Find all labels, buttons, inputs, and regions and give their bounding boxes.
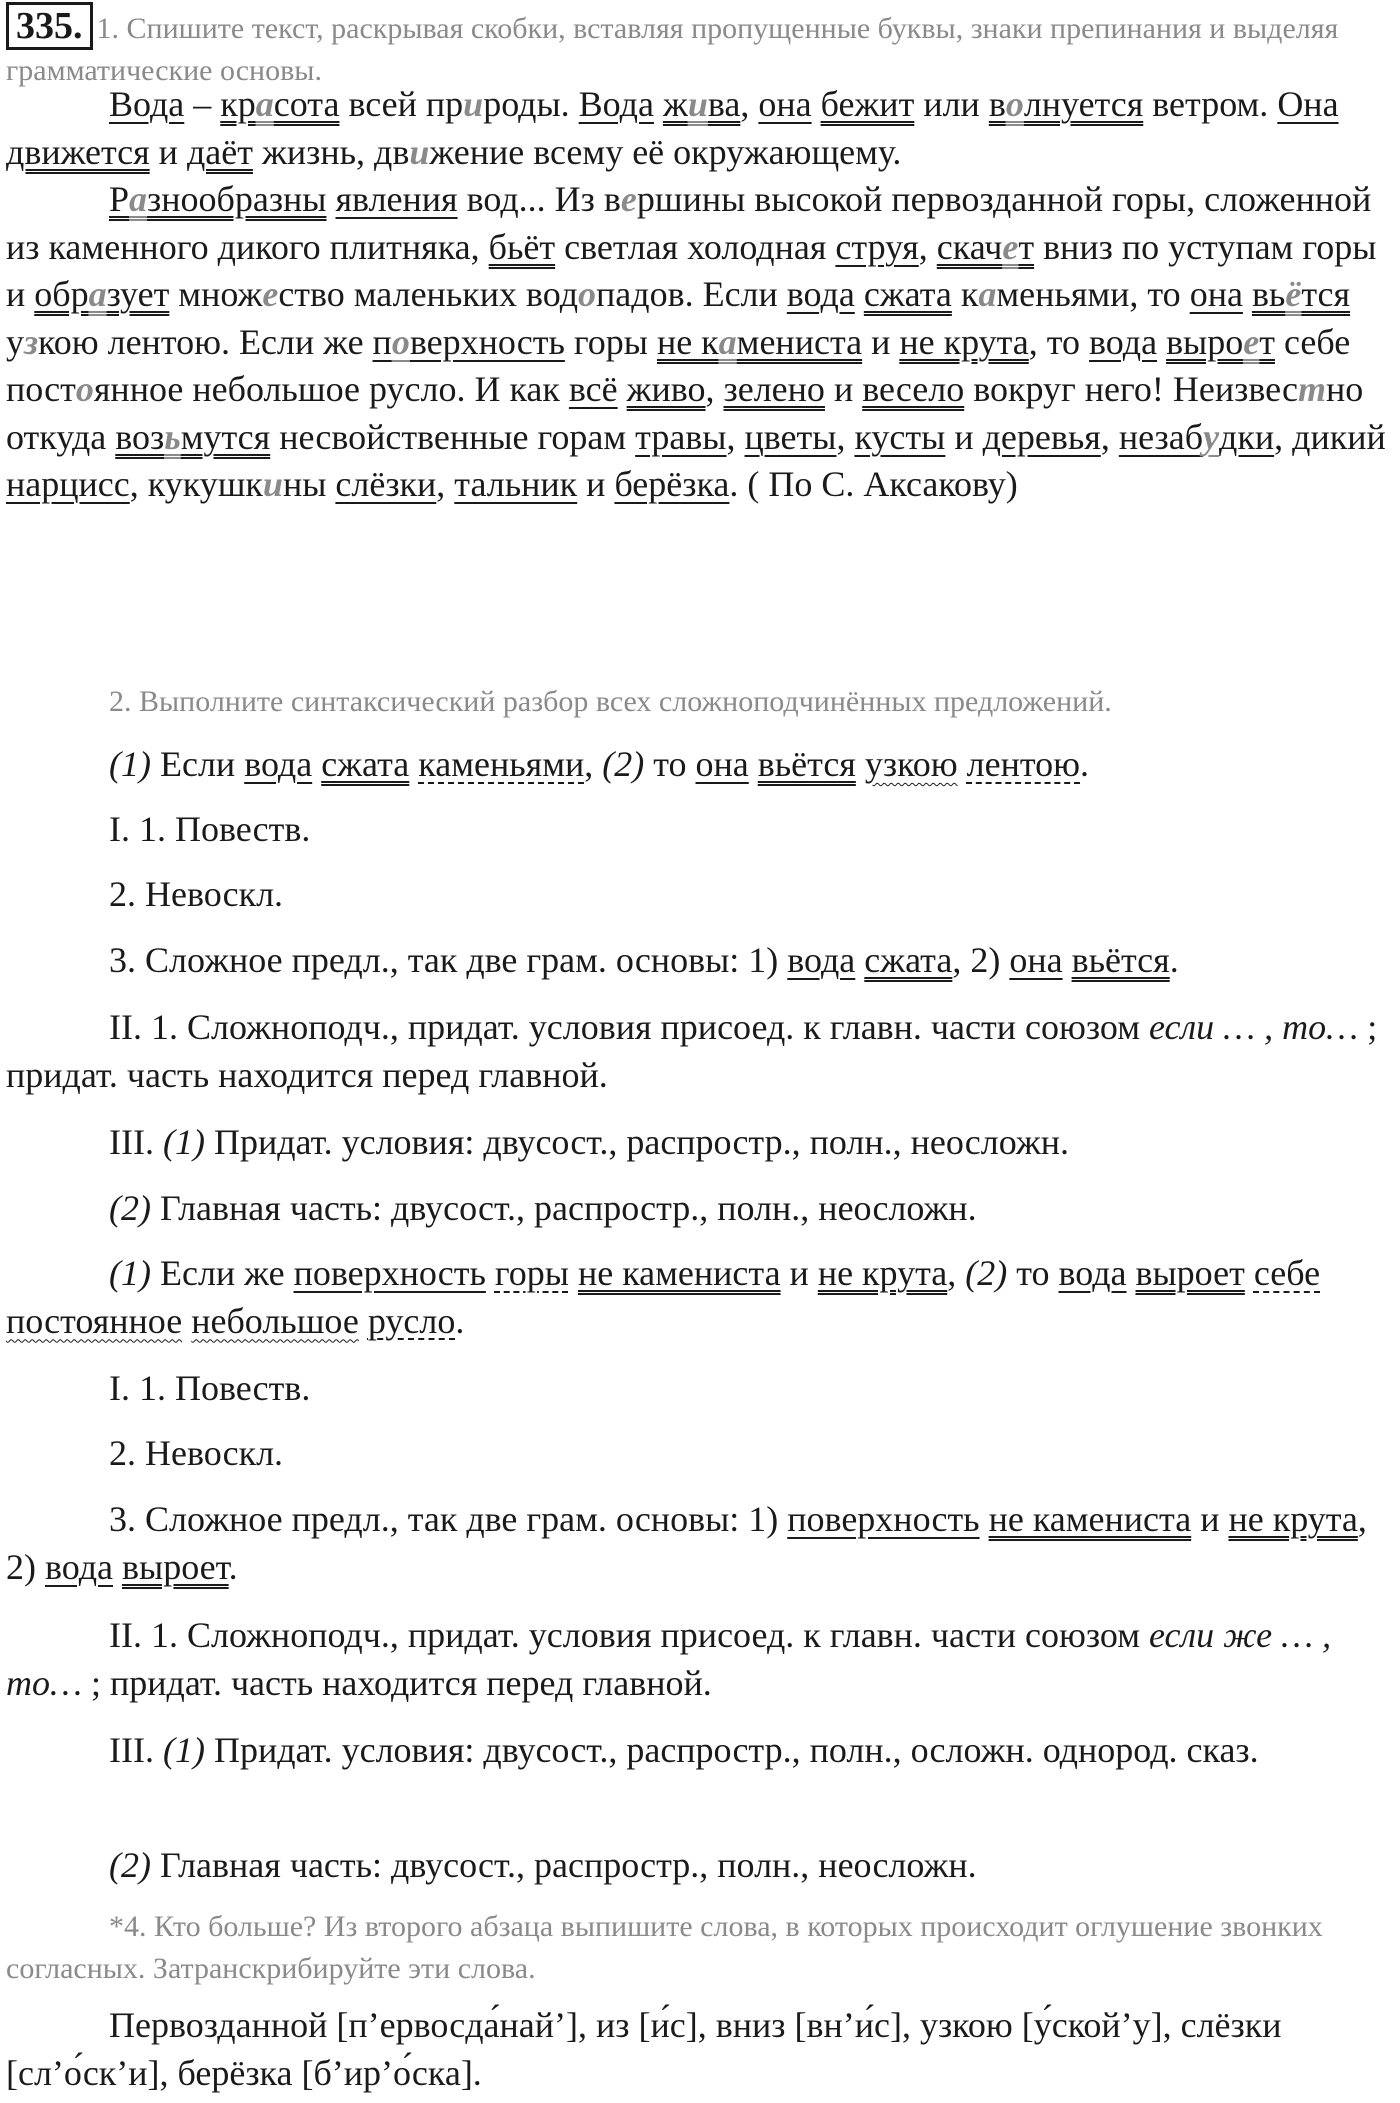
- text-run: п: [372, 321, 392, 362]
- text-run: о: [391, 321, 410, 362]
- text-run: у: [1203, 416, 1220, 457]
- text-run: Придат. условия: двусост., распростр., полн., неосложн.: [204, 1122, 1069, 1162]
- text-run: если … , то…: [1148, 1007, 1359, 1047]
- text-run: постоянное: [6, 1300, 183, 1341]
- text-run: [1157, 322, 1166, 362]
- text-run: а: [255, 84, 274, 124]
- text-run: верхность: [409, 321, 565, 362]
- text-run: т: [1259, 321, 1275, 362]
- text-run: 2. Невоскл.: [109, 1433, 284, 1473]
- text-run: и: [687, 84, 708, 124]
- text-run: [327, 179, 336, 219]
- text-run: вода: [1089, 321, 1158, 362]
- text-run: III.: [109, 1730, 163, 1770]
- text-run: [1063, 940, 1072, 980]
- paragraph-1: [6, 81, 1394, 176]
- text-run: тальник: [454, 464, 578, 504]
- text-run: себе пост: [6, 321, 1351, 409]
- text-run: ; придат. часть находится перед главной.: [6, 1007, 1378, 1095]
- sentence-1: [6, 741, 1394, 789]
- analysis-2-line-2: [6, 1430, 1394, 1478]
- analysis-2-line-4: [6, 1612, 1394, 1707]
- text-run: или: [914, 84, 989, 124]
- text-run: светлая холодная: [555, 226, 836, 267]
- text-run: о: [75, 369, 94, 409]
- text-run: т: [1018, 226, 1035, 267]
- text-run: [182, 1301, 191, 1341]
- text-run: бьёт: [488, 226, 556, 267]
- text-run: и: [780, 1253, 818, 1293]
- text-run: Р: [109, 179, 130, 219]
- text-run: [1245, 1253, 1254, 1293]
- text-run: у: [6, 321, 24, 362]
- text-run: мутся: [180, 416, 271, 457]
- text-run: ветром.: [1143, 84, 1278, 124]
- text-run: [486, 1253, 495, 1293]
- text-run: а: [978, 274, 997, 314]
- text-run: она: [1009, 940, 1063, 980]
- text-run: Главная часть: двусост., распростр., полн., неосложн.: [150, 1845, 977, 1885]
- text-run: [113, 1547, 122, 1587]
- text-run: (2): [965, 1253, 1008, 1293]
- text-run: не крута: [1228, 1499, 1358, 1539]
- text-run: и: [262, 464, 283, 504]
- text-run: и: [409, 131, 430, 172]
- text-run: (1): [162, 1122, 205, 1162]
- text-run: а: [718, 321, 737, 362]
- text-run: горы: [564, 321, 657, 362]
- text-run: меньями, то: [996, 274, 1190, 314]
- text-run: Вода: [578, 84, 654, 124]
- text-run: она: [1189, 274, 1243, 314]
- text-run: .: [455, 1300, 465, 1341]
- text-run: (1): [109, 1253, 151, 1293]
- text-run: слёзки: [335, 464, 437, 504]
- text-run: берёзка: [614, 464, 730, 504]
- analysis-2-line-3: [6, 1496, 1394, 1591]
- text-run: живо: [626, 369, 706, 409]
- analysis-1-line-6: [6, 1185, 1394, 1233]
- text-run: вода: [787, 940, 856, 980]
- text-run: всей пр: [339, 84, 464, 124]
- text-run: ,: [726, 416, 745, 457]
- text-run: I. 1. Повеств.: [109, 809, 311, 849]
- text-run: вода: [1058, 1253, 1127, 1293]
- text-run: лнуется: [1023, 84, 1144, 124]
- text-run: дки: [1219, 416, 1275, 457]
- text-run: цветы: [744, 416, 837, 457]
- text-run: (2): [109, 1188, 151, 1228]
- text-run: [618, 369, 627, 409]
- text-run: травы: [635, 416, 727, 457]
- text-run: 3. Сложное предл., так две грам. основы: 1): [109, 1499, 788, 1539]
- text-run: ,: [436, 464, 455, 504]
- text-run: лентою: [966, 744, 1081, 784]
- text-run: к: [951, 274, 979, 314]
- text-run: [312, 744, 321, 784]
- text-run: выроет: [1135, 1253, 1245, 1293]
- text-run: кою лентою. Если же: [38, 321, 373, 362]
- text-run: а: [129, 179, 148, 219]
- text-run: незаб: [1118, 416, 1204, 457]
- analysis-2-line-6: [6, 1842, 1394, 1890]
- text-run: , то: [1028, 321, 1090, 362]
- text-run: 2. Невоскл.: [109, 874, 284, 914]
- text-run: она: [758, 84, 812, 124]
- text-run: т: [1297, 369, 1326, 409]
- text-run: , 2): [952, 940, 1010, 980]
- text-run: вода: [786, 274, 855, 314]
- text-run: [958, 744, 967, 784]
- text-run: ь: [164, 416, 181, 457]
- text-run: Первозданной [п’ервосда́най’], из [и́с], вниз [вн’и́с], узкою [у́ской’у], слёзки [сл’о́ск’и], берёзка [б’ир’о́ска].: [6, 2005, 1282, 2093]
- text-run: выро: [1166, 321, 1244, 362]
- analysis-1-line-4: [6, 1004, 1394, 1099]
- analysis-1-line-2: [6, 871, 1394, 919]
- text-run: множ: [169, 274, 263, 314]
- text-run: нарцисс: [6, 464, 130, 504]
- analysis-2-line-1: [6, 1365, 1394, 1413]
- text-run: сжата: [863, 274, 952, 314]
- text-run: Вода: [109, 84, 185, 124]
- text-run: не крута: [899, 321, 1029, 362]
- text-run: .: [1080, 744, 1090, 784]
- task-2-instruction: 2. Выполните синтаксический разбор всех сложноподчинённых предложений.: [109, 685, 1112, 718]
- text-run: и: [945, 416, 983, 457]
- text-run: ,: [740, 84, 759, 124]
- text-run: вьётся: [1071, 940, 1170, 980]
- text-run: з: [24, 321, 39, 362]
- text-run: сжата: [321, 744, 410, 784]
- text-run: (2): [109, 1845, 151, 1885]
- text-run: движется: [6, 131, 150, 172]
- text-run: вокруг него! Неизвес: [964, 369, 1298, 409]
- text-run: вод... Из в: [457, 179, 621, 219]
- text-run: и: [149, 131, 187, 172]
- text-run: о: [1005, 84, 1024, 124]
- text-run: Если же: [150, 1253, 294, 1293]
- text-run: небольшое: [191, 1300, 359, 1341]
- text-run: падов. Если: [596, 274, 787, 314]
- task-1-text: 1. Спишите текст, раскрывая скобки, вставляя пропущенные буквы, знаки препинания и выделяя грамматические основы.: [6, 12, 1339, 87]
- text-run: I. 1. Повеств.: [109, 1368, 311, 1408]
- text-run: мениста: [736, 321, 863, 362]
- text-run: в: [988, 84, 1006, 124]
- text-run: зелено: [723, 369, 825, 409]
- text-run: бежит: [820, 84, 915, 124]
- text-run: знообразны: [147, 179, 327, 219]
- text-run: и: [463, 84, 484, 124]
- text-run: роды.: [483, 84, 579, 124]
- task-1-instruction: [6, 2, 1391, 92]
- text-run: деревья: [982, 416, 1101, 457]
- text-run: себе: [1253, 1253, 1321, 1293]
- text-run: ,: [836, 416, 855, 457]
- text-run: , кукушк: [129, 464, 263, 504]
- text-run: то: [1007, 1253, 1059, 1293]
- text-run: зует: [106, 274, 170, 314]
- text-run: е: [262, 274, 279, 314]
- text-run: обр: [34, 274, 89, 314]
- text-run: не камениста: [577, 1253, 781, 1293]
- text-run: Придат. условия: двусост., распростр., полн., осложн. однород. сказ.: [204, 1730, 1259, 1770]
- text-run: не к: [656, 321, 719, 362]
- text-run: .: [228, 1546, 238, 1587]
- text-run: горы: [494, 1253, 569, 1293]
- analysis-1-line-3: [6, 937, 1394, 985]
- text-run: е: [620, 179, 637, 219]
- text-run: ж: [662, 84, 688, 124]
- text-run: –: [184, 84, 221, 124]
- text-run: II. 1. Сложноподч., придат. условия присоед. к главн. части союзом: [109, 1615, 1149, 1655]
- text-run: [980, 1499, 989, 1539]
- text-run: ршины высокой первозданной горы, сложенной из каменного дикого плитняка,: [6, 179, 1372, 267]
- text-run: не камениста: [988, 1499, 1192, 1539]
- text-run: о: [578, 274, 597, 314]
- text-run: и: [862, 321, 900, 362]
- text-run: вниз по уступам горы и: [6, 226, 1377, 314]
- text-run: жение всему её окружающему.: [429, 131, 902, 172]
- text-run: II. 1. Сложноподч., придат. условия присоед. к главн. части союзом: [109, 1007, 1149, 1047]
- text-run: III.: [109, 1122, 163, 1162]
- text-run: ,: [584, 744, 603, 784]
- sentence-2: [6, 1250, 1394, 1345]
- text-run: .: [1169, 940, 1179, 980]
- text-run: не крута: [817, 1253, 948, 1293]
- text-run: янное небольшое русло. И как: [93, 369, 569, 409]
- text-run: ва: [707, 84, 741, 124]
- text-run: ,: [1100, 416, 1119, 457]
- text-run: [654, 84, 663, 124]
- text-run: ,: [705, 369, 724, 409]
- paragraph-2: [6, 176, 1394, 509]
- analysis-1-line-1: [6, 806, 1394, 854]
- text-run: (1): [109, 744, 151, 784]
- text-run: ство маленьких вод: [278, 274, 579, 314]
- text-run: вода: [244, 744, 313, 784]
- text-run: то: [644, 744, 696, 784]
- text-run: и: [577, 464, 615, 504]
- text-run: [855, 940, 864, 980]
- text-run: явления: [335, 179, 458, 219]
- text-run: ; придат. часть находится перед главной.: [82, 1662, 712, 1703]
- text-run: ё: [1285, 274, 1302, 314]
- analysis-1-line-5: [6, 1119, 1394, 1167]
- text-run: (1): [162, 1730, 205, 1770]
- text-run: весело: [862, 369, 965, 409]
- text-run: вь: [1251, 274, 1286, 314]
- text-run: узкою: [864, 744, 958, 784]
- text-run: даёт: [186, 131, 253, 172]
- text-run: тся: [1301, 274, 1351, 314]
- text-run: (2): [602, 744, 645, 784]
- text-run: Если: [150, 744, 245, 784]
- text-run: поверхность: [787, 1499, 980, 1539]
- text-run: Главная часть: двусост., распростр., полн., неосложн.: [150, 1188, 977, 1228]
- text-run: скач: [936, 226, 1003, 267]
- text-run: а: [88, 274, 107, 314]
- text-run: [409, 744, 418, 784]
- text-run: ,: [947, 1253, 966, 1293]
- text-run: каменьями: [418, 744, 585, 784]
- text-run: ны: [282, 464, 336, 504]
- text-run: и: [824, 369, 863, 409]
- text-run: кусты: [854, 416, 946, 457]
- text-run: , 2): [6, 1499, 1367, 1587]
- text-run: Она: [1277, 84, 1339, 124]
- exercise-number: 335.: [6, 2, 93, 50]
- text-run: вьётся: [757, 744, 856, 784]
- text-run: воз: [115, 416, 165, 457]
- text-run: жизнь, дв: [252, 131, 410, 172]
- text-run: е: [1002, 226, 1019, 267]
- text-run: [569, 1253, 578, 1293]
- text-run: [856, 744, 865, 784]
- transcription: [6, 2002, 1394, 2097]
- text-run: , дикий: [1274, 416, 1386, 457]
- text-run: [1243, 274, 1252, 314]
- text-run: поверхность: [293, 1253, 486, 1293]
- text-run: [855, 274, 864, 314]
- analysis-2-line-5: [6, 1727, 1394, 1775]
- text-run: сота: [273, 84, 340, 124]
- text-run: . ( По С. Аксакову): [729, 464, 1018, 504]
- text-run: сжата: [864, 940, 953, 980]
- text-run: вода: [45, 1546, 114, 1587]
- text-run: [812, 84, 821, 124]
- text-run: но откуда: [6, 369, 1364, 457]
- text-run: струя: [835, 226, 919, 267]
- text-run: кр: [220, 84, 256, 124]
- text-run: и: [1191, 1499, 1229, 1539]
- text-run: всё: [568, 369, 618, 409]
- text-run: она: [695, 744, 749, 784]
- text-run: е: [1243, 321, 1260, 362]
- text-run: если же … , то…: [6, 1615, 1332, 1703]
- text-run: выроет: [122, 1546, 229, 1587]
- text-run: ,: [918, 226, 937, 267]
- text-run: [359, 1301, 368, 1341]
- task-4-instruction: *4. Кто больше? Из второго абзаца выпишите слова, в которых происходит оглушение звонких согласных. Затранскрибируйте эти слова.: [6, 1910, 1323, 1985]
- text-run: [749, 744, 758, 784]
- text-run: 3. Сложное предл., так две грам. основы: 1): [109, 940, 788, 980]
- text-run: [1127, 1253, 1136, 1293]
- text-run: несвойственные горам: [270, 416, 636, 457]
- text-run: русло: [367, 1300, 456, 1341]
